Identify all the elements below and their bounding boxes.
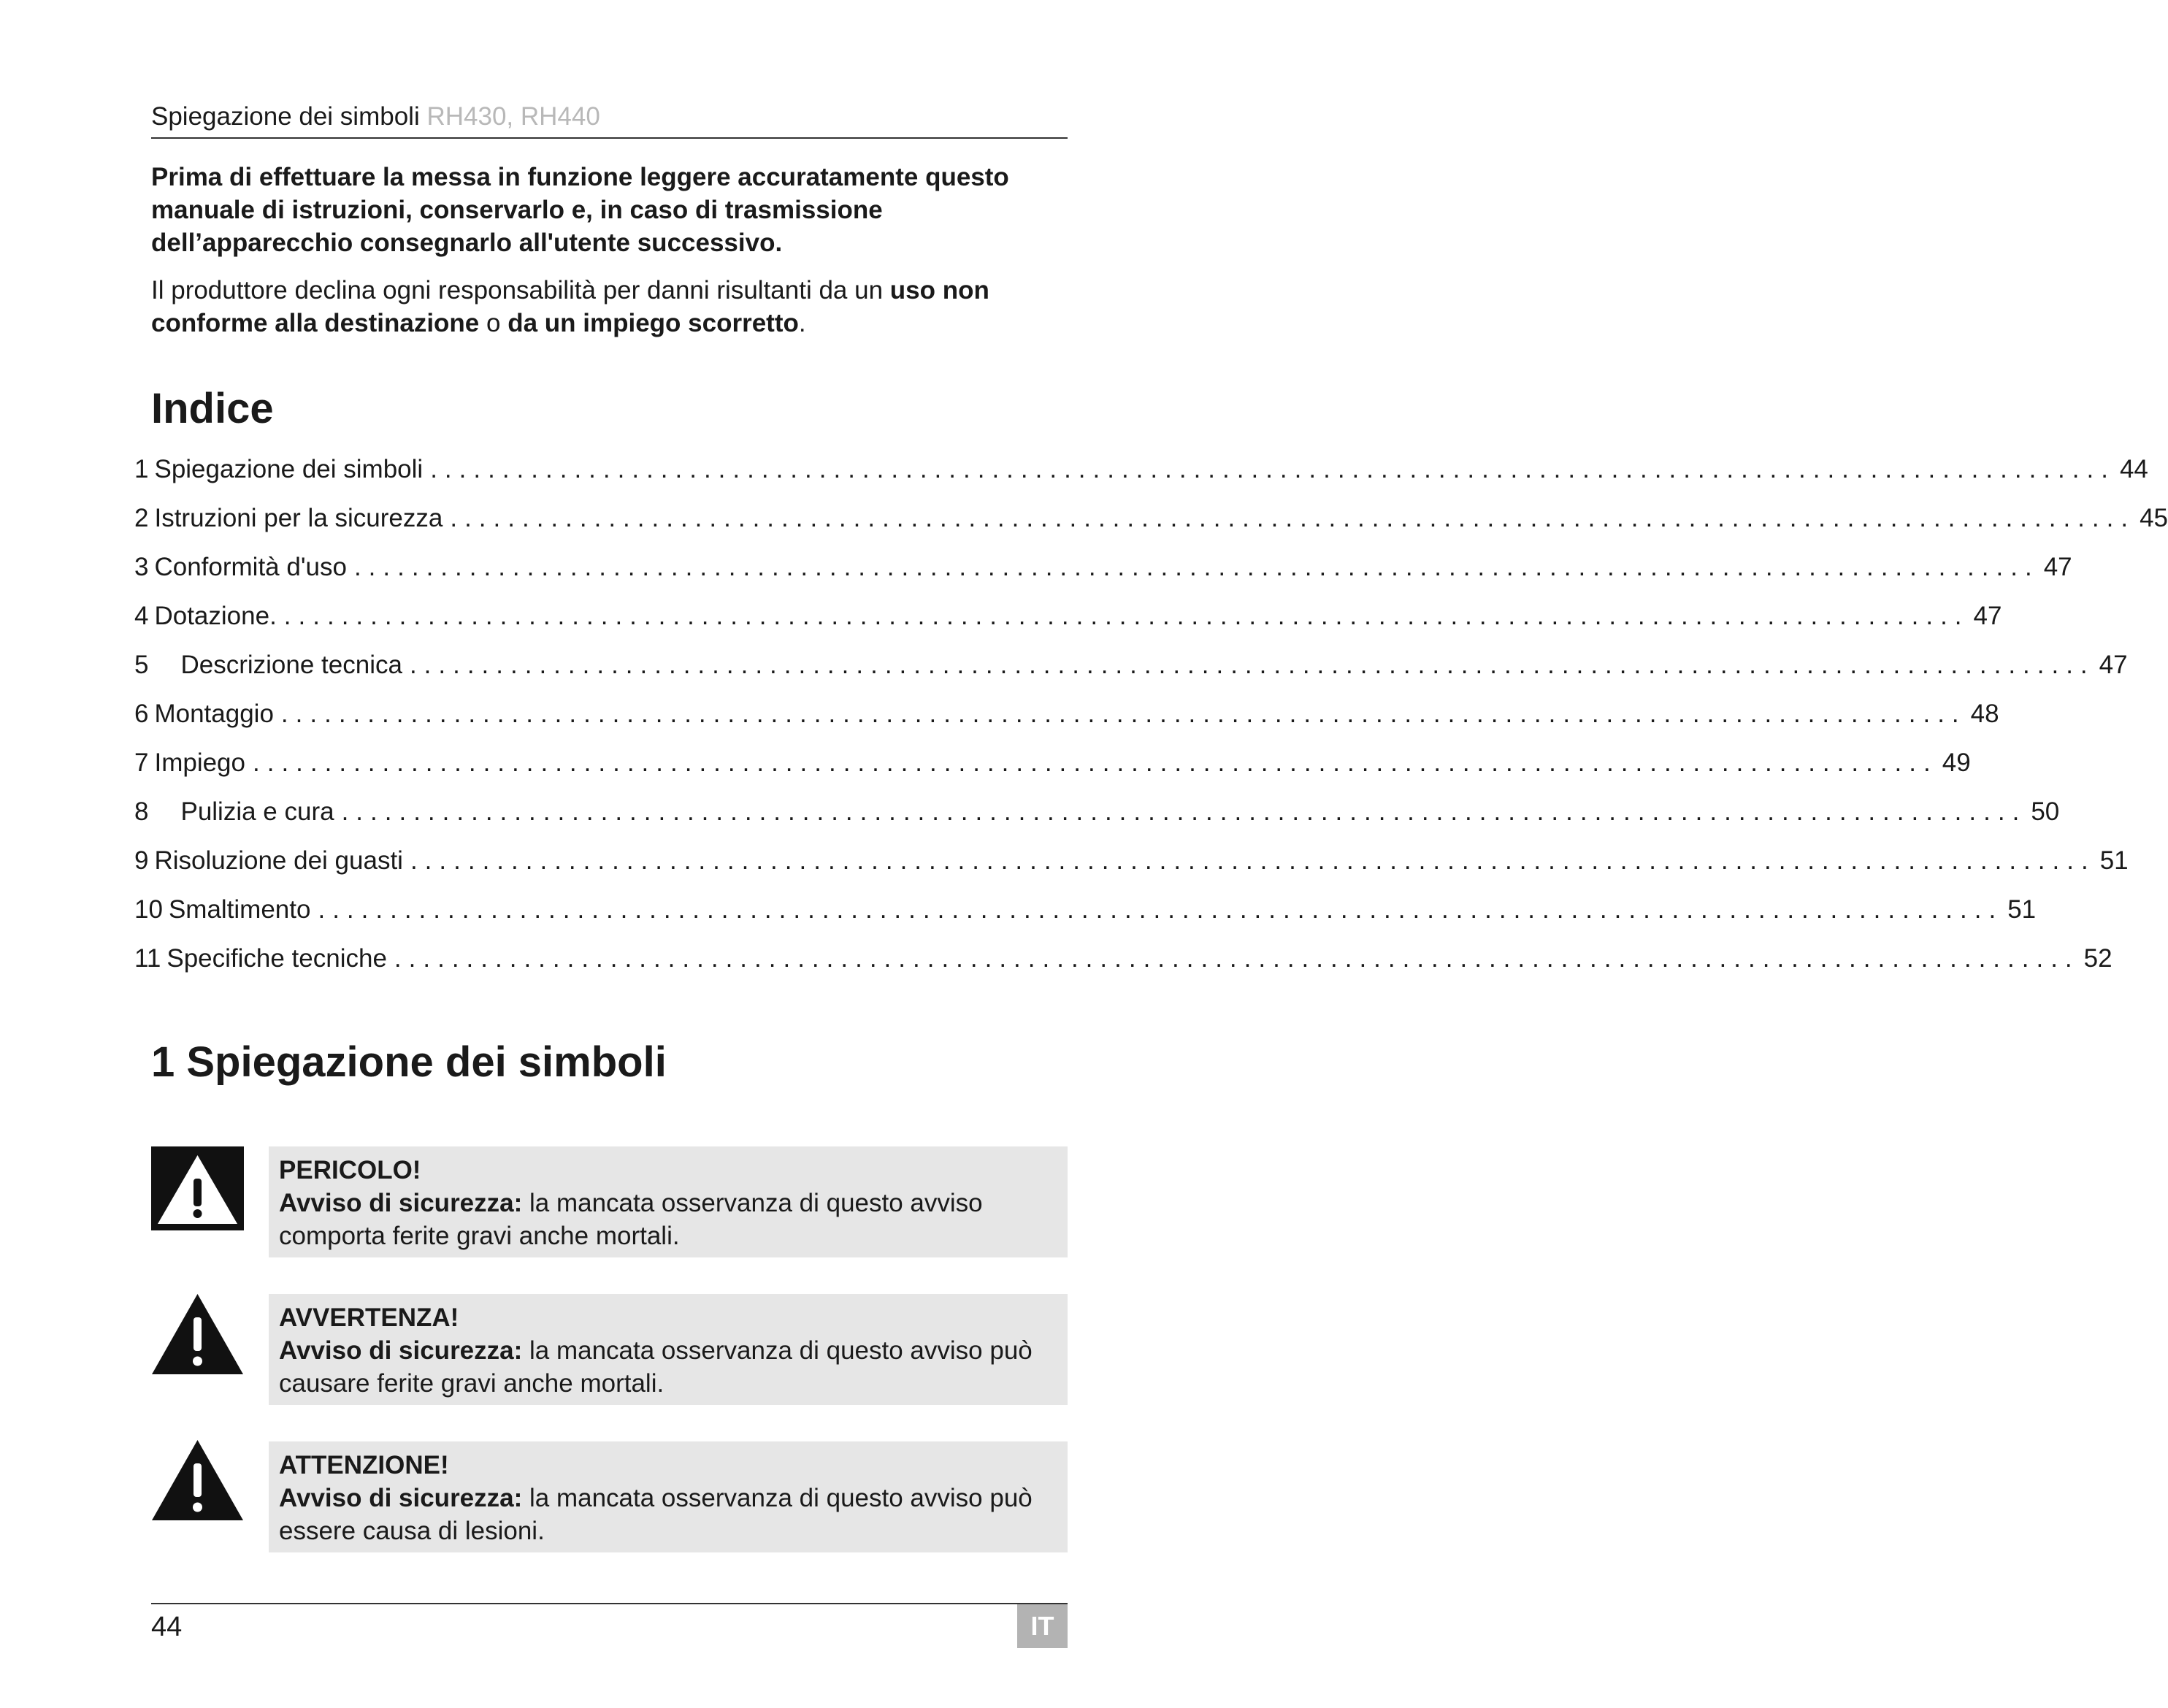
toc-number: 11 (134, 944, 161, 973)
toc-entry[interactable] (134, 697, 1999, 731)
toc-title: Spiegazione dei simboli (154, 455, 424, 483)
toc-entry[interactable] (134, 795, 2060, 829)
toc-page: 47 (1973, 602, 2002, 630)
notice-lead: Avviso di sicurezza: (279, 1189, 523, 1217)
notice-text: la mancata osservanza di questo avviso può causare ferite gravi anche mortali. (279, 1336, 1033, 1398)
toc-title: Descrizione tecnica (180, 651, 402, 679)
footer-divider (151, 1603, 1068, 1604)
disclaimer-part3: . (798, 309, 806, 337)
disclaimer-text (151, 274, 1068, 340)
toc-number: 10 (134, 895, 163, 924)
toc-entry[interactable] (134, 648, 2128, 682)
notice-lead: Avviso di sicurezza: (279, 1336, 523, 1365)
disclaimer-part2: o (479, 309, 508, 337)
caution-triangle-icon (151, 1439, 244, 1523)
toc-title: Conformità d'uso (154, 553, 347, 581)
toc-leader: ..................................................................................................................... (283, 602, 1969, 630)
header-models: RH430, RH440 (426, 102, 600, 131)
toc-leader: ..................................................................................................................... (318, 895, 2004, 924)
toc-number: 5 (134, 651, 149, 679)
toc-entry[interactable] (134, 551, 2072, 584)
toc-number: 1 (134, 455, 149, 483)
toc-title: Istruzioni per la sicurezza (154, 504, 443, 532)
danger-warning-icon (151, 1146, 244, 1230)
toc-title: Montaggio (154, 700, 274, 728)
notice-caution (269, 1441, 1068, 1552)
toc-number: 9 (134, 846, 149, 875)
toc-leader: ..................................................................................................................... (280, 700, 1966, 728)
toc-entry[interactable] (134, 502, 2168, 535)
toc-leader: ..................................................................................................................... (410, 846, 2096, 875)
toc-leader: ..................................................................................................................... (253, 748, 1938, 777)
toc-page: 45 (2140, 504, 2168, 532)
toc-page: 51 (2007, 895, 2037, 924)
toc-page: 47 (2043, 553, 2072, 581)
notice-title: AVVERTENZA! (279, 1303, 459, 1332)
toc-title: Specifiche tecniche (166, 944, 387, 973)
page-header (151, 101, 1068, 139)
toc-leader: ..................................................................................................................... (430, 455, 2115, 483)
header-section: Spiegazione dei simboli (151, 102, 420, 131)
notice-text: la mancata osservanza di questo avviso comporta ferite gravi anche mortali. (279, 1189, 983, 1250)
toc-number: 8 (134, 797, 149, 826)
toc-entry[interactable] (134, 893, 2037, 927)
disclaimer-part1: Il produttore declina ogni responsabilità per danni risultanti da un (151, 276, 890, 305)
toc-page: 47 (2099, 651, 2128, 679)
toc-page: 49 (1942, 748, 1971, 777)
index-heading: Indice (151, 385, 274, 432)
toc-number: 3 (134, 553, 149, 581)
toc-title: Dotazione. (154, 602, 277, 630)
toc-title: Smaltimento (168, 895, 311, 924)
toc-page: 51 (2099, 846, 2129, 875)
notice-danger (269, 1146, 1068, 1257)
notice-text: la mancata osservanza di questo avviso può essere causa di lesioni. (279, 1484, 1033, 1545)
toc-entry[interactable] (134, 844, 2129, 878)
toc-page: 52 (2083, 944, 2113, 973)
language-badge: IT (1017, 1604, 1068, 1648)
notice-warning (269, 1294, 1068, 1405)
notice-title: PERICOLO! (279, 1156, 421, 1184)
toc-number: 4 (134, 602, 149, 630)
toc-page: 44 (2119, 455, 2148, 483)
intro-text: Prima di effettuare la messa in funzione leggere accuratamente questo manuale di istruzioni, conservarlo e, in caso di trasmissione dell’apparecchio consegnarlo all'utente successivo. (151, 163, 1009, 257)
toc-title: Risoluzione dei guasti (154, 846, 403, 875)
toc-page: 50 (2031, 797, 2060, 826)
toc-number: 6 (134, 700, 149, 728)
toc-number: 2 (134, 504, 149, 532)
toc-entry[interactable] (134, 942, 2113, 976)
notice-title: ATTENZIONE! (279, 1451, 449, 1479)
toc-leader: ..................................................................................................................... (409, 651, 2095, 679)
toc-leader: ..................................................................................................................... (353, 553, 2039, 581)
disclaimer-bold1: uso non conforme alla destinazione (151, 276, 989, 337)
toc-entry[interactable] (134, 453, 2148, 486)
page-number: 44 (151, 1612, 183, 1642)
toc-entry[interactable] (134, 746, 1971, 780)
toc-number: 7 (134, 748, 149, 777)
toc-entry[interactable] (134, 600, 2002, 633)
toc-page: 48 (1970, 700, 1999, 728)
toc-title: Pulizia e cura (180, 797, 334, 826)
disclaimer-bold2: da un impiego scorretto (507, 309, 799, 337)
toc-leader: ..................................................................................................................... (450, 504, 2136, 532)
warning-triangle-icon (151, 1293, 244, 1376)
toc-title: Impiego (154, 748, 245, 777)
notice-lead: Avviso di sicurezza: (279, 1484, 523, 1512)
toc-leader: ..................................................................................................................... (341, 797, 2027, 826)
toc-leader: ..................................................................................................................... (394, 944, 2080, 973)
section-heading: 1 Spiegazione dei simboli (151, 1038, 667, 1086)
